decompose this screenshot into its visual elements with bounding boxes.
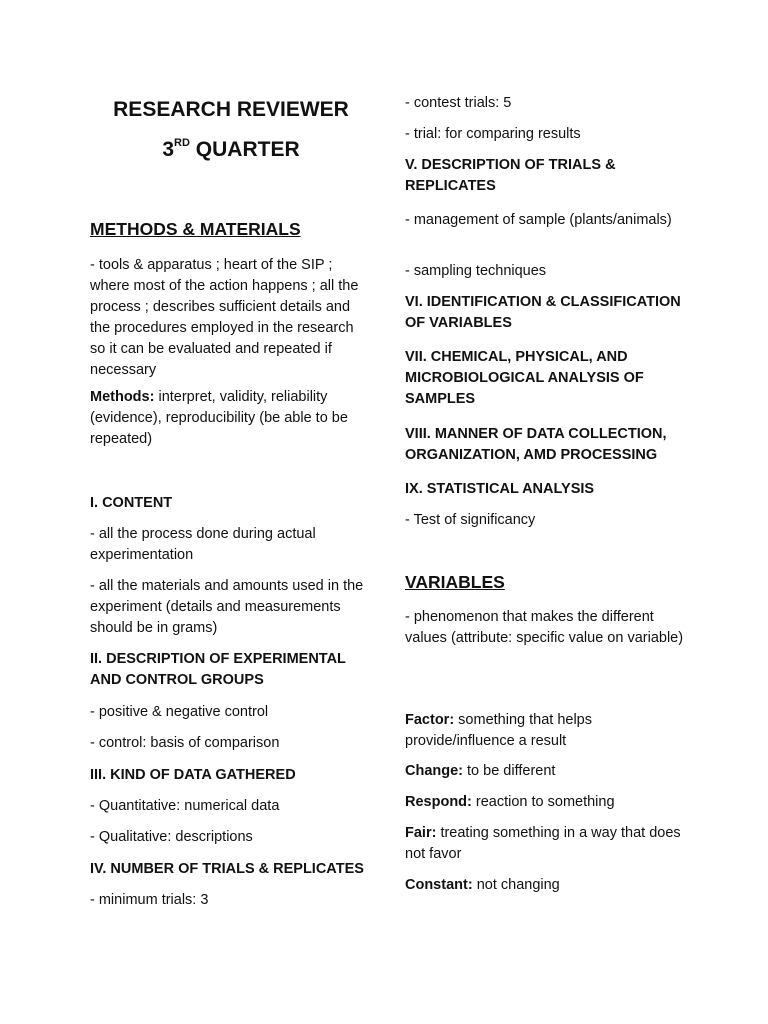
content-item-1: - all the process done during actual experimentation <box>90 526 316 563</box>
viii-heading: VIII. MANNER OF DATA COLLECTION, ORGANIZATION, AMD PROCESSING <box>405 426 667 463</box>
groups-item-1: - positive & negative control <box>90 704 269 720</box>
factor-definition <box>405 710 695 752</box>
respond-text: reaction to something <box>471 794 615 810</box>
ix-heading: IX. STATISTICAL ANALYSIS <box>405 481 595 497</box>
trials-heading: IV. NUMBER OF TRIALS & REPLICATES <box>90 861 364 877</box>
fair-label: Fair: <box>405 825 437 841</box>
methods-description: - tools & apparatus ; heart of the SIP ; where most of the action happens ; all the process ; describes sufficient details and the procedures employed in the research so it can be evaluated and repeated if necessary <box>90 257 359 378</box>
content-heading: I. CONTENT <box>90 495 173 511</box>
trials-desc-heading: V. DESCRIPTION OF TRIALS & REPLICATES <box>405 157 616 194</box>
left-column <box>90 0 372 1024</box>
constant-text: not changing <box>472 877 560 893</box>
fair-definition <box>405 823 695 865</box>
vii-heading: VII. CHEMICAL, PHYSICAL, AND MICROBIOLOGICAL ANALYSIS OF SAMPLES <box>405 349 644 407</box>
trials-item-3: - trial: for comparing results <box>405 126 581 142</box>
groups-item-2: - control: basis of comparison <box>90 735 280 751</box>
right-column <box>405 0 695 1024</box>
content-item-2: - all the materials and amounts used in the experiment (details and measurements should be in grams) <box>90 578 364 636</box>
quarter-superscript: RD <box>174 137 190 149</box>
data-kind-item-2: - Qualitative: descriptions <box>90 829 253 845</box>
variables-heading: VARIABLES <box>405 572 505 592</box>
page-title: RESEARCH REVIEWER <box>113 98 349 121</box>
quarter-title <box>90 136 372 164</box>
quarter-number: 3 <box>162 138 175 161</box>
data-kind-item-1: - Quantitative: numerical data <box>90 798 280 814</box>
data-kind-heading: III. KIND OF DATA GATHERED <box>90 767 296 783</box>
groups-heading: II. DESCRIPTION OF EXPERIMENTAL AND CONTROL GROUPS <box>90 651 346 688</box>
change-label: Change: <box>405 763 463 779</box>
change-definition <box>405 761 695 782</box>
constant-label: Constant: <box>405 877 473 893</box>
constant-definition <box>405 875 695 896</box>
methods-heading: METHODS & MATERIALS <box>90 219 301 239</box>
methods-text: interpret, validity, reliability (evidence), reproducibility (be able to be repeated) <box>90 389 348 447</box>
trials-item-1: - minimum trials: 3 <box>90 892 209 908</box>
factor-label: Factor: <box>405 712 455 728</box>
trials-desc-item-1: - management of sample (plants/animals) <box>405 212 672 228</box>
respond-label: Respond: <box>405 794 472 810</box>
vi-heading: VI. IDENTIFICATION & CLASSIFICATION OF VARIABLES <box>405 294 681 331</box>
factor-text: something that helps provide/influence a result <box>405 712 592 749</box>
ix-item-1: - Test of significancy <box>405 512 536 528</box>
variables-description: - phenomenon that makes the different values (attribute: specific value on variable) <box>405 609 684 646</box>
title-block <box>90 96 372 164</box>
methods-label: Methods: <box>90 389 155 405</box>
methods-definition <box>90 387 372 450</box>
trials-desc-item-2: - sampling techniques <box>405 263 547 279</box>
respond-definition <box>405 792 695 813</box>
trials-item-2: - contest trials: 5 <box>405 95 512 111</box>
quarter-word: QUARTER <box>195 138 300 161</box>
change-text: to be different <box>463 763 556 779</box>
fair-text: treating something in a way that does not favor <box>405 825 681 862</box>
